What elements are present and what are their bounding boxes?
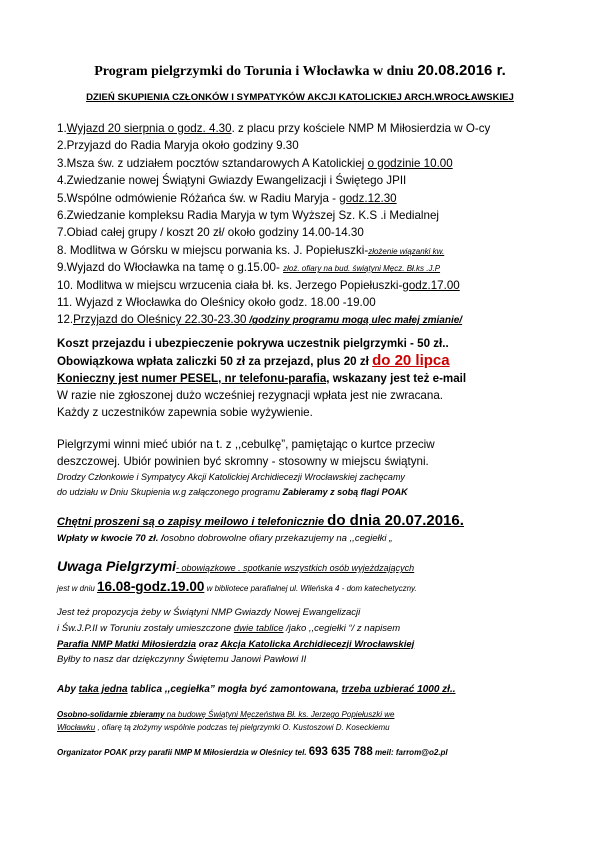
plaques-section: [57, 605, 587, 668]
plaques-line-2: i Św.J.P.II w Toruniu zostały umieszczone dwie tablice /jako ,,cegiełki “/ z napisem: [57, 622, 401, 634]
solidarity-section: [57, 708, 587, 734]
program-item-10: 10. Modlitwa w miejscu wrzucenia ciała bł. ks. Jerzego Popiełuszki-godz.17.00: [57, 278, 460, 292]
program-item-7: 7.Obiad całej grupy / koszt 20 zł/ około godziny 14.00-14.30: [57, 226, 364, 240]
program-item-8: 8. Modlitwa w Górsku w miejscu porwania ks. J. Popiełuszki-złożenie wiązanki kw.: [57, 243, 445, 257]
program-item-12: 12.Przyjazd do Oleśnicy 22.30-23.30 /godziny programu mogą ulec małej zmianie/: [57, 313, 463, 327]
plaques-line-1: Jest też propozycja żeby w Świątyni NMP Gwiazdy Nowej Ewangelizacji: [57, 607, 361, 618]
document-subtitle: DZIEŃ SKUPIENIA CZŁONKÓW I SYMPATYKÓW AKCJI KATOLICKIEJ ARCH.WROCŁAWSKIEJ: [86, 92, 514, 103]
document-title: [0, 62, 600, 80]
title-text: Program pielgrzymki do Torunia i Włocławka w dniu: [94, 64, 418, 79]
signup-section: [57, 512, 587, 547]
notice-line-1: Uwaga Pielgrzymi- obowiązkowe . spotkanie wszystkich osób wyjeżdzających: [57, 558, 415, 574]
program-item-3: 3.Msza św. z udziałem pocztów sztandarowych A Katolickiej o godzinie 10.00: [57, 156, 453, 170]
plaques-line-3: Parafia NMP Matki Miłosierdzia oraz Akcja Katolicka Archidiecezji Wrocławskiej: [57, 638, 415, 650]
notice-section: [57, 555, 587, 597]
program-item-4: 4.Zwiedzanie nowej Świątyni Gwiazdy Ewangelizacji i Świętego JPII: [57, 174, 407, 188]
title-date: 20.08.2016 r.: [417, 62, 506, 79]
program-item-5: 5.Wspólne odmówienie Różańca św. w Radiu Maryja - godz.12.30: [57, 191, 397, 205]
payment-line: Wpłaty w kwocie 70 zł. /osobno dobrowolne ofiary przekazujemy na ,,cegiełki „: [57, 533, 393, 544]
solidarity-line-1: Osobno-solidarnie zbieramy na budowę Świątyni Męczeństwa Bł. ks. Jerzego Popiełuszki we: [57, 710, 395, 719]
program-item-1: 1.Wyjazd 20 sierpnia o godz. 4.30. z placu przy kościele NMP M Miłosierdzia w O-cy: [57, 122, 491, 135]
program-item-6: 6.Zwiedzanie kompleksu Radia Maryja w tym Wyższej Sz. K.S .i Medialnej: [57, 208, 439, 222]
program-item-2: 2.Przyjazd do Radia Maryja około godziny 9.30: [57, 139, 299, 153]
meals-line: Każdy z uczestników zapewnia sobie wyżywienie.: [57, 406, 313, 419]
plaque-note: Aby taka jedna tablica ,,cegiełka” mogła być zamontowana, trzeba uzbierać 1000 zł..: [57, 684, 456, 695]
pesel-line: Konieczny jest numer PESEL, nr telefonu-parafia, wskazany jest też e-mail: [57, 372, 467, 385]
solidarity-line-2: Włocławku , ofiarę tą złożymy wspólnie podczas tej pielgrzymki O. Kustoszowi D. Koseckiemu: [57, 723, 390, 732]
attire-section: [57, 436, 587, 500]
program-list: [57, 120, 582, 329]
plaques-line-4: Byłby to nasz dar dziękczynny Świętemu Janowi Pawłowi II: [57, 654, 307, 666]
cost-line: Koszt przejazdu i ubezpieczenie pokrywa uczestnik pielgrzymki - 50 zł..: [57, 337, 449, 350]
attire-line-2: deszczowej. Ubiór powinien być skromny - stosowny w miejscu świątyni.: [57, 455, 429, 468]
deposit-line: Obowiązkowa wpłata zaliczki 50 zł za przejazd, plus 20 zł do 20 lipca: [57, 352, 450, 369]
refund-line: W razie nie zgłoszonej dużo wcześniej rezygnacji wpłata jest nie zwracana.: [57, 389, 443, 402]
organizer-phone: 693 635 788: [308, 746, 373, 758]
attire-line-1: Pielgrzymi winni mieć ubiór na t. z ,,cebulkę”, pamiętając o kurtce przeciw: [57, 438, 435, 451]
invitation-line-2: do udziału w Dniu Skupienia w.g załączonego programu Zabieramy z sobą flagi POAK: [57, 487, 408, 497]
costs-section: [57, 335, 587, 421]
program-item-9: 9.Wyjazd do Włocławka na tamę o g.15.00- złoż. ofiary na bud. świątyni Męcz. Bł.ks .J.P: [57, 261, 441, 275]
invitation-line-1: Drodzy Członkowie i Sympatycy Akcji Katolickiej Archidiecezji Wrocławskiej zachęcamy: [57, 472, 405, 482]
signup-line: Chętni proszeni są o zapisy meilowo i telefonicznie do dnia 20.07.2016.: [57, 512, 464, 529]
program-item-11: 11. Wyjazd z Włocławka do Oleśnicy około godz. 18.00 -19.00: [57, 295, 376, 309]
organizer-line: Organizator POAK przy parafii NMP M Miłosierdzia w Oleśnicy tel. 693 635 788 meil: farrom@o2.pl: [57, 746, 448, 758]
notice-line-2: jest w dniu 16.08-godz.19.00 w bibliotece parafialnej ul. Wileńska 4 - dom katechetyczny.: [57, 579, 417, 594]
